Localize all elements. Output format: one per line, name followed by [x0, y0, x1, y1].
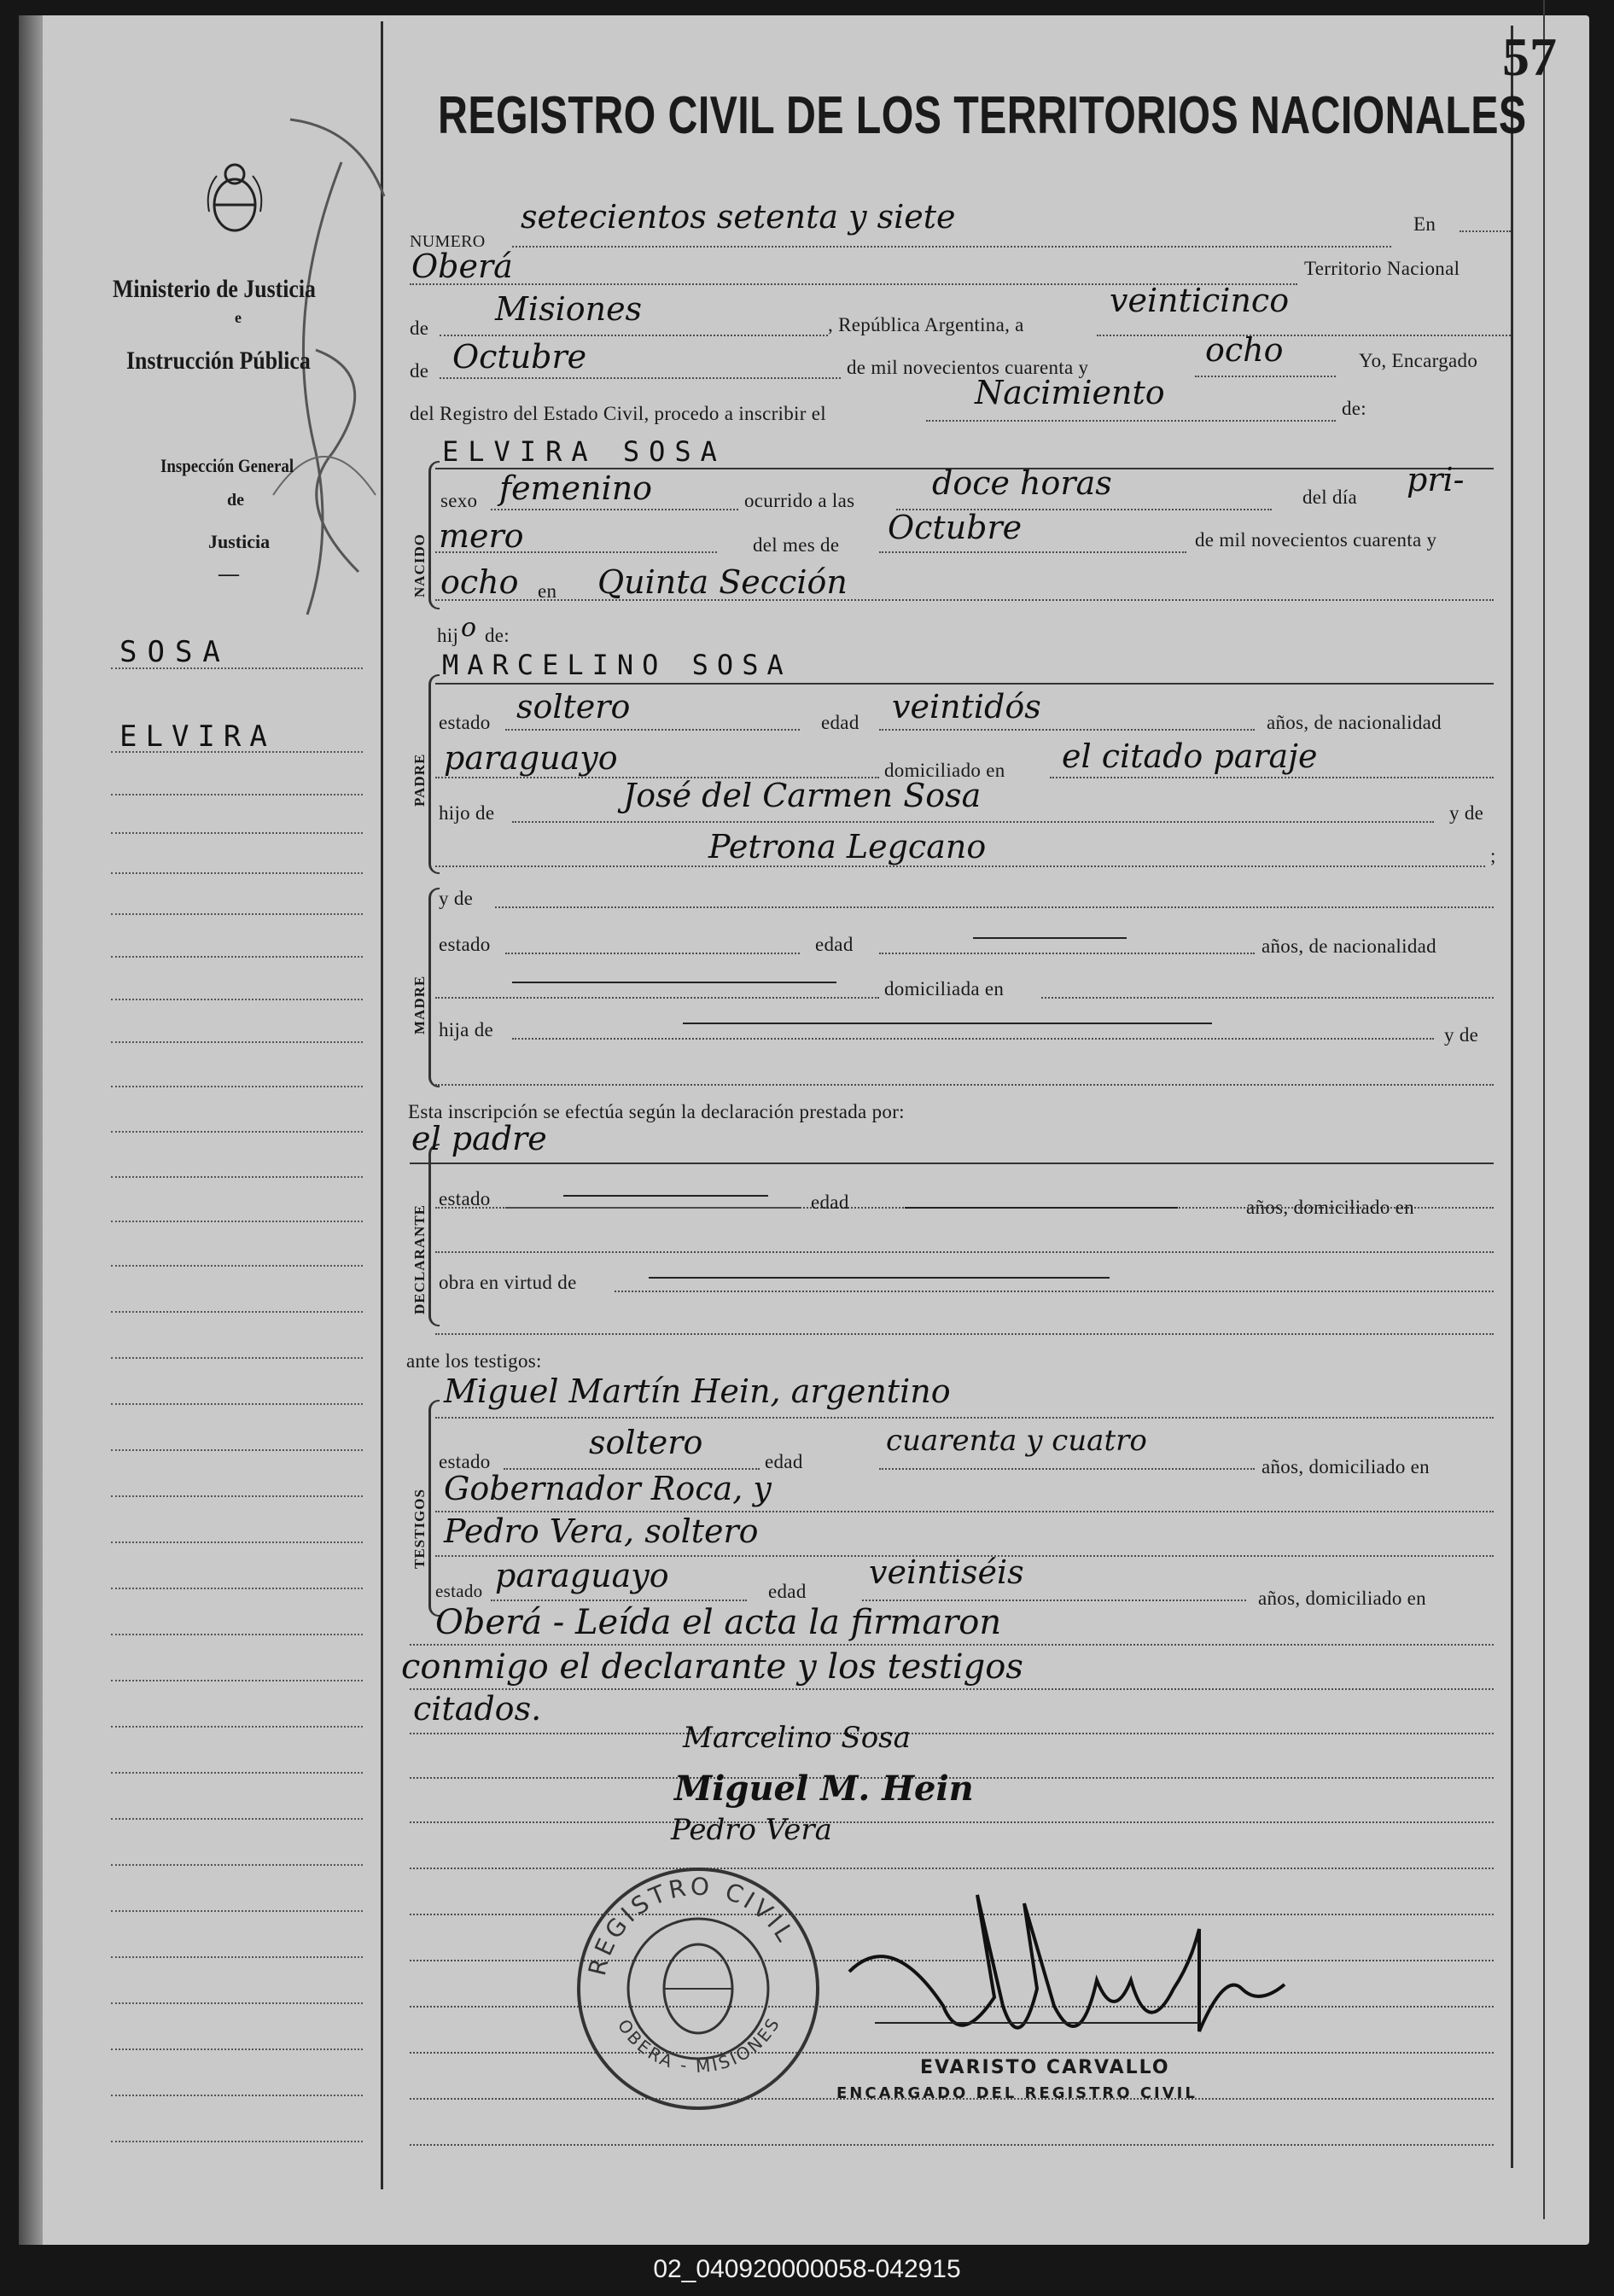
- blank-stroke: [649, 1277, 1110, 1279]
- rule: [1050, 777, 1494, 778]
- official-role: ENCARGADO DEL REGISTRO CIVIL: [836, 2084, 1197, 2102]
- hija-de-label: hija de: [439, 1019, 494, 1040]
- inspection-dash: —: [219, 563, 239, 586]
- madre-y-de3-label: y de: [1444, 1024, 1479, 1046]
- testigo1-value: Miguel Martín Hein, argentino: [444, 1372, 951, 1410]
- margin-line: [111, 2095, 363, 2096]
- de-label: de: [410, 318, 429, 339]
- rule: [435, 1084, 1494, 1086]
- margin-line: [111, 1634, 363, 1635]
- madre-label: MADRE: [411, 975, 428, 1034]
- signature-declarante: Marcelino Sosa: [683, 1721, 911, 1755]
- anos-nac-label: años, de nacionalidad: [1267, 712, 1442, 733]
- registro-label: del Registro del Estado Civil, procedo a inscribir el: [410, 403, 826, 424]
- rule: [1041, 997, 1494, 999]
- decl-anos-dom-label: años, domiciliado en: [1246, 1197, 1414, 1218]
- sexo-label: sexo: [440, 490, 478, 511]
- closing-line1: Oberá - Leída el acta la firmaron: [435, 1603, 1002, 1642]
- semicolon-label: ;: [1490, 845, 1496, 866]
- blank-stroke: [905, 1207, 1178, 1209]
- declarante-value: el padre: [411, 1120, 547, 1157]
- sexo-value: femenino: [499, 469, 653, 507]
- t1-domicilio-value: Gobernador Roca, y: [444, 1470, 772, 1507]
- margin-given-name: ELVIRA: [119, 720, 276, 754]
- rule: [435, 599, 1494, 601]
- t1-edad-value: cuarenta y cuatro: [886, 1424, 1147, 1458]
- t2-edad-label: edad: [768, 1581, 807, 1602]
- en2-label: en: [538, 580, 557, 602]
- margin-line: [111, 1910, 363, 1912]
- stamp-top-text: REGISTRO CIVIL: [582, 1872, 801, 1978]
- rule: [491, 509, 738, 510]
- anio-value: ocho: [1205, 331, 1284, 369]
- madre-bracket: [428, 888, 440, 1087]
- blank-stroke: [563, 1195, 768, 1197]
- edad-label: edad: [821, 712, 859, 733]
- rule: [879, 551, 1186, 553]
- declaracion-label: Esta inscripción se efectúa según la declaración prestada por:: [408, 1101, 905, 1122]
- margin-line: [111, 1818, 363, 1820]
- hora-value: doce horas: [932, 464, 1112, 502]
- ministry-line2: e: [235, 309, 242, 326]
- blank-stroke: [973, 937, 1127, 939]
- signature-testigo1: Miguel M. Hein: [674, 1769, 974, 1809]
- testigos-label: TESTIGOS: [411, 1489, 428, 1569]
- official-name: EVARISTO CARVALLO: [920, 2057, 1170, 2078]
- margin-line: [111, 1864, 363, 1866]
- inspection-line2: de: [227, 491, 244, 510]
- closing-line3: citados.: [413, 1690, 542, 1728]
- rule: [435, 1417, 1494, 1419]
- margin-line: [111, 2002, 363, 2004]
- estado-label: estado: [439, 712, 491, 733]
- rule: [435, 1251, 1494, 1253]
- rule: [512, 246, 1391, 248]
- lugar-value: Oberá: [411, 248, 513, 285]
- anio-nac-value: ocho: [440, 563, 519, 601]
- rule: [491, 1600, 747, 1601]
- y-de-label: y de: [1449, 802, 1484, 824]
- del-dia-label: del día: [1302, 487, 1358, 508]
- closing-line2: conmigo el declarante y los testigos: [401, 1647, 1023, 1687]
- territorio-label: Territorio Nacional: [1304, 258, 1460, 279]
- margin-line: [111, 667, 363, 669]
- rule: [435, 683, 1494, 685]
- t2-edad-value: veintiséis: [869, 1553, 1024, 1591]
- footer-id: 02_040920000058-042915: [653, 2255, 961, 2283]
- t1-edad-label: edad: [765, 1451, 803, 1472]
- margin-line: [111, 1265, 363, 1267]
- page-edge: [1543, 0, 1545, 2219]
- margin-line: [111, 1541, 363, 1543]
- margin-line: [111, 1041, 363, 1043]
- rule: [410, 1733, 1494, 1734]
- hij-label: hij: [437, 625, 459, 646]
- ministry-line3: Instrucción Pública: [126, 347, 311, 375]
- margin-line: [111, 956, 363, 958]
- rule: [1195, 376, 1336, 377]
- t2-estado-value: paraguayo: [495, 1557, 669, 1594]
- rule: [926, 420, 1336, 422]
- rule: [879, 953, 1255, 954]
- margin-line: [111, 1680, 363, 1681]
- ante-label: ante los testigos:: [406, 1350, 542, 1372]
- mil2-label: de mil novecientos cuarenta y: [1195, 529, 1437, 551]
- padre-nombre: MARCELINO SOSA: [442, 649, 792, 681]
- obra-label: obra en virtud de: [439, 1272, 577, 1293]
- t1-anos-dom-label: años, domiciliado en: [1261, 1456, 1430, 1477]
- decl-edad-label: edad: [811, 1192, 849, 1213]
- book-spine: [19, 15, 43, 2245]
- page-number: 57: [1502, 26, 1557, 87]
- margin-line: [111, 1588, 363, 1589]
- rule: [440, 377, 841, 379]
- rule: [879, 1468, 1255, 1470]
- declarante-label: DECLARANTE: [411, 1203, 428, 1314]
- inspection-line1: Inspección General: [160, 455, 294, 476]
- rule: [879, 729, 1255, 731]
- rule: [435, 551, 717, 553]
- rule: [495, 906, 1494, 908]
- dia-nac-b: mero: [439, 517, 524, 555]
- margin-line: [111, 999, 363, 1000]
- republica-label: , República Argentina, a: [828, 314, 1024, 335]
- blank-stroke: [512, 982, 836, 983]
- dia-nac-a: pri-: [1407, 461, 1465, 498]
- margin-line: [111, 1403, 363, 1405]
- margin-line: [111, 751, 363, 753]
- margin-line: [111, 2048, 363, 2050]
- rule: [862, 1600, 1246, 1601]
- padre-domicilio: el citado paraje: [1062, 737, 1318, 775]
- padre-edad: veintidós: [892, 688, 1041, 726]
- rule: [435, 865, 1485, 867]
- nombre-value: ELVIRA SOSA: [442, 435, 726, 468]
- rule: [410, 1688, 1494, 1690]
- acto-value: Nacimiento: [975, 374, 1165, 411]
- padre-label: PADRE: [411, 753, 428, 807]
- rule: [512, 1038, 1434, 1040]
- de2-label: de: [410, 360, 429, 382]
- padre-nacionalidad: paraguayo: [444, 739, 618, 777]
- t1-estado-label: estado: [439, 1451, 491, 1472]
- inspection-line3: Justicia: [208, 531, 271, 552]
- margin-line: [111, 1221, 363, 1222]
- madre-y-de-label: y de: [439, 888, 474, 909]
- rule: [1460, 230, 1511, 232]
- official-signature: [841, 1878, 1319, 2074]
- rule: [435, 997, 879, 999]
- margin-line: [111, 1956, 363, 1958]
- margin-line: [111, 794, 363, 795]
- lugar-nac-value: Quinta Sección: [597, 563, 848, 601]
- abuelo-value: José del Carmen Sosa: [623, 777, 982, 814]
- mes-nac-value: Octubre: [888, 509, 1023, 546]
- margin-line: [111, 832, 363, 834]
- madre-edad-label: edad: [815, 934, 854, 955]
- ocurrido-label: ocurrido a las: [744, 490, 855, 511]
- margin-line: [111, 1311, 363, 1313]
- margin-surname: SOSA: [119, 635, 230, 669]
- margin-line: [111, 1449, 363, 1451]
- rule: [410, 2144, 1494, 2146]
- nacido-label: NACIDO: [411, 533, 428, 597]
- madre-anos-nac-label: años, de nacionalidad: [1261, 935, 1436, 957]
- t2-estado-label: estado: [435, 1581, 483, 1601]
- rule: [410, 1644, 1494, 1646]
- rule: [440, 335, 828, 336]
- en-label: En: [1413, 213, 1436, 235]
- rule: [410, 1163, 1494, 1164]
- rule: [505, 953, 800, 954]
- rule: [410, 1821, 1494, 1823]
- dia-value: veinticinco: [1110, 282, 1290, 319]
- del-mes-label: del mes de: [753, 534, 840, 556]
- margin-line: [111, 2141, 363, 2142]
- hij-de-label: de:: [485, 625, 510, 646]
- numero-value: setecientos setenta y siete: [521, 198, 956, 236]
- mes-value: Octubre: [452, 338, 587, 376]
- margin-line: [111, 1357, 363, 1359]
- abuela-value: Petrona Legcano: [708, 828, 987, 865]
- decl-estado-label: estado: [439, 1188, 491, 1209]
- svg-text:REGISTRO CIVIL: [583, 1873, 801, 1978]
- margin-line: [111, 1176, 363, 1178]
- domiciliado-label: domiciliado en: [884, 760, 1005, 781]
- margin-line: [111, 1772, 363, 1774]
- t1-estado-value: soltero: [589, 1424, 703, 1461]
- margin-line: [111, 872, 363, 874]
- rule: [1097, 335, 1511, 336]
- rule: [512, 821, 1434, 823]
- numero-label: NUMERO: [410, 232, 486, 251]
- margin-line: [111, 1495, 363, 1497]
- yo-label: Yo, Encargado: [1359, 350, 1478, 371]
- signature-testigo2: Pedro Vera: [671, 1813, 832, 1847]
- hij-letter: o: [461, 613, 477, 643]
- de-colon-label: de:: [1342, 398, 1366, 419]
- margin-line: [111, 913, 363, 915]
- testigo2-value: Pedro Vera, soltero: [444, 1512, 759, 1550]
- stamp-bottom-text: OBERÁ - MISIONES: [613, 2013, 785, 2077]
- margin-line: [111, 1086, 363, 1087]
- ministry-line1: Ministerio de Justicia: [113, 275, 316, 303]
- registry-stamp: [570, 1861, 826, 2117]
- padre-bracket: [428, 674, 440, 874]
- madre-estado-label: estado: [439, 934, 491, 955]
- padre-estado: soltero: [516, 688, 631, 726]
- domiciliada-label: domiciliada en: [884, 978, 1005, 999]
- rule: [505, 729, 800, 731]
- territorio-value: Misiones: [495, 290, 643, 328]
- margin-line: [111, 1131, 363, 1133]
- blank-stroke: [683, 1023, 1212, 1024]
- hijo-de-label: hijo de: [439, 802, 495, 824]
- margin-line: [111, 1726, 363, 1728]
- right-rule: [1511, 26, 1513, 2168]
- t2-anos-dom-label: años, domiciliado en: [1258, 1588, 1426, 1609]
- rule: [505, 1207, 800, 1209]
- rule: [615, 1291, 1494, 1292]
- page-title: REGISTRO CIVIL DE LOS TERRITORIOS NACIONALES: [438, 86, 1527, 145]
- rule: [435, 1333, 1494, 1335]
- mil-label: de mil novecientos cuarenta y: [847, 357, 1089, 378]
- declarante-bracket: [428, 1144, 440, 1326]
